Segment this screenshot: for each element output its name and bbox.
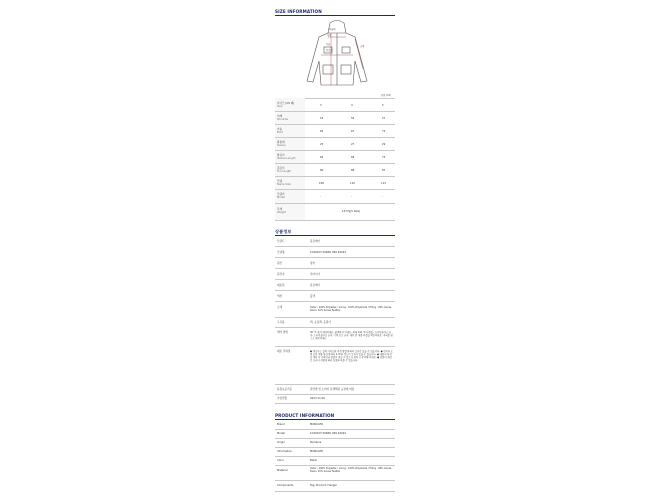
size-cell: 27 <box>351 143 355 146</box>
jacket-size-diagram <box>297 19 377 89</box>
size-row-label-en: Weight <box>277 211 287 214</box>
spec-value: 택, 쇼핑백, 옷걸이 <box>310 321 331 324</box>
spec-label: Material <box>277 469 288 472</box>
size-cell: 67 <box>351 130 355 133</box>
size-cell: 108 <box>319 182 324 185</box>
size-cell: - <box>382 195 383 198</box>
spec-value: 몽클레어 <box>310 284 321 287</box>
spec-label: 모델명 <box>277 251 285 254</box>
size-row-label-ko: 총길이 <box>277 167 285 170</box>
spec-value: 관련법 및 소비자 분쟁해결 규정에 따름 <box>310 388 355 391</box>
spec-label: 색상 <box>277 295 283 298</box>
spec-label: 수입연월 <box>277 397 288 400</box>
size-cell: 55 <box>351 117 355 120</box>
size-cell-weight: 1577g(5 Size) <box>342 210 361 213</box>
product-en-divider <box>275 419 395 420</box>
diagram-label-chest: 가슴 <box>326 43 331 46</box>
spec-label: 세탁 방법 <box>277 331 288 334</box>
size-cell: 113 <box>381 182 386 185</box>
size-row-label-en: Full Length <box>277 170 292 173</box>
spec-label: Brand <box>277 423 285 426</box>
spec-label: Components <box>277 484 294 487</box>
spec-value: 1C00013 5968Q 999 K2091 <box>310 251 347 254</box>
size-cell: 80 <box>320 169 324 172</box>
spec-value: Outer : 100% Polyester / Lining : 100% Polyamide / Filling : 90% Goose Down, 10% Goose Feather <box>310 306 392 313</box>
spec-label: 원산 <box>277 262 283 265</box>
size-row-label-en: Bust <box>277 131 283 134</box>
spec-label: Information <box>277 450 293 453</box>
size-row-label-ko: 가슴 <box>277 128 283 131</box>
size-row-label-ko: 팔길이 <box>277 154 285 157</box>
spec-value: 몽클레어 <box>310 240 321 243</box>
size-cell: 53 <box>320 117 324 120</box>
spec-value: MONCLER <box>310 423 323 426</box>
size-row-label-en: Sleeve <box>277 144 286 147</box>
size-cell: 88 <box>351 169 355 172</box>
spec-value: 30 °C 에서 세탁하세요, 표백하지 마세요, 최대 110 °C 다림질, 드라이클리닝 금지, 드라이클리닝 금지, 기계 건조 금지, 세탁 전 제품 라벨을 확인하세요. 지퍼를 잠그고 세탁하세요. <box>310 331 393 341</box>
size-cell: 73 <box>382 130 386 133</box>
spec-value: 블랙 <box>310 295 316 298</box>
size-cell: 62 <box>320 130 324 133</box>
spec-label: 품질보증기준 <box>277 388 293 391</box>
size-row-label-ko: 무게 <box>277 208 283 211</box>
size-cell: 5 <box>382 104 384 107</box>
size-row-label-ko: 팔통레 <box>277 141 285 144</box>
product-en-title: PRODUCT INFORMATION <box>275 413 335 418</box>
size-cell: - <box>351 195 352 198</box>
size-cell: 68 <box>351 156 355 159</box>
diagram-label-sleeve: 소매 <box>360 45 365 48</box>
size-unit-note: 단위 (cm) <box>381 94 391 97</box>
spec-value: 2023.11.06 <box>310 397 325 400</box>
size-row-label-en: Sleeve Length <box>277 157 296 160</box>
size-cell: 65 <box>320 156 324 159</box>
product-ko-title: 상품정보 <box>275 229 292 234</box>
size-cell: 87 <box>382 169 386 172</box>
size-cell: - <box>320 195 321 198</box>
size-cell: 110 <box>350 182 355 185</box>
size-row-label-ko: 모델 <box>277 180 283 183</box>
spec-value: Black <box>310 459 318 462</box>
spec-value: Outer : 100% Polyester / Lining : 100% Polyamide / Filling : 90% Goose Down, 10% Goose Feather <box>310 467 392 474</box>
spec-label: 원산지 <box>277 273 285 276</box>
spec-value: Romania <box>310 441 322 444</box>
size-info-title: SIZE INFORMATION <box>275 9 322 14</box>
size-cell: 73 <box>382 156 386 159</box>
spec-label: 구성품 <box>277 321 285 324</box>
size-row-label-en: Model <box>277 196 285 199</box>
diagram-label-neck: 목둘레 <box>329 28 336 31</box>
spec-label: 제조 주의점 <box>277 350 291 353</box>
spec-value: 정석 <box>310 262 316 265</box>
size-row-label-en: Size <box>277 105 283 108</box>
spec-value: 1C00013 5968Q 999 K2091 <box>310 432 347 435</box>
spec-value: 루마니아 <box>310 273 321 276</box>
size-row-label-ko: 모델키 <box>277 193 285 196</box>
size-cell: 3 <box>320 104 322 107</box>
diagram-label-length: 총길이 <box>326 49 333 52</box>
spec-label: Color <box>277 459 284 462</box>
size-cell: 4 <box>351 104 353 107</box>
diagram-label-shoulder: 어깨 <box>327 34 332 37</box>
size-row-label-en: Name Size <box>277 183 291 186</box>
size-cell: 25 <box>320 143 324 146</box>
spec-label: 제조원 <box>277 284 285 287</box>
spec-value: ● 제조사는 실제 사이즈와 측정 방법에 따라 오차가 있을 수 있습니다. ● 면이나 소재 등의 제품 특성에 따라 1-3cm 정도의 오차가 있을 수 있습니다. ● 제품의 특성상 세탁 후 수축이나 변형이 생길 수 있으니 세탁 시 주의해 주세요. ● 상품의 색상은 모니터 사양에 따라 실제와 다를 수 있습니다. <box>310 350 394 363</box>
size-info-divider <box>275 15 395 16</box>
size-cell: 29 <box>382 143 386 146</box>
size-cell: 57 <box>382 117 386 120</box>
size-row-label-en: Shoulder <box>277 118 289 121</box>
size-row-label-ko: 어깨 <box>277 115 283 118</box>
spec-label: 브랜드 <box>277 240 285 243</box>
size-row-label-ko: 사이즈 (US 제) <box>277 102 295 105</box>
spec-label: 소재 <box>277 306 283 309</box>
spec-value: Tag, Product, Hanger <box>310 484 338 487</box>
spec-value: MONCLER <box>310 450 323 453</box>
spec-label: Origin <box>277 441 285 444</box>
spec-label: Model <box>277 432 285 435</box>
product-ko-divider <box>275 235 395 236</box>
